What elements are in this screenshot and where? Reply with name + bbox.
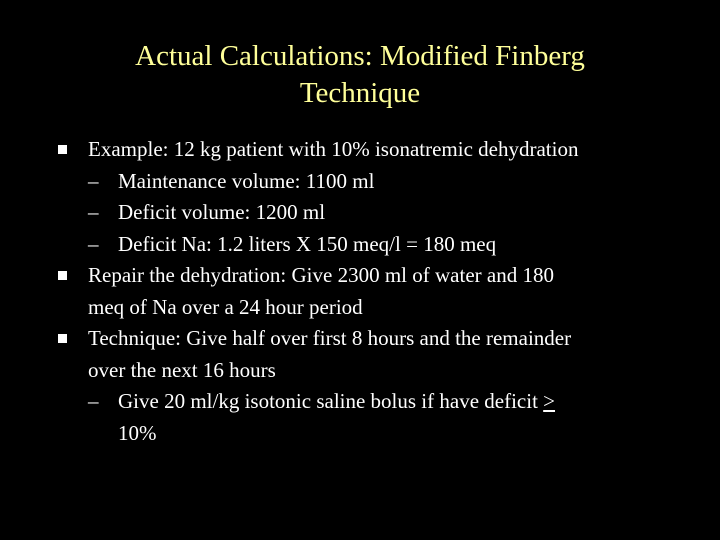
bullet-item-technique: [58, 323, 678, 386]
dash-icon: –: [88, 231, 99, 256]
square-bullet-icon: [58, 334, 67, 343]
bullet-item-example: [58, 134, 678, 166]
slide-title: [60, 38, 660, 112]
dash-icon: –: [88, 168, 99, 193]
square-bullet-icon: [58, 145, 67, 154]
dash-icon: –: [88, 200, 99, 224]
bullet-text-line-2: over the next 16 hours: [88, 357, 276, 382]
sub-bullet-text: Deficit Na: 1.2 liters X 150 meq/l = 180 meq: [118, 231, 497, 256]
sub-bullet-text: Deficit volume: 1200 ml: [118, 200, 326, 224]
bullet-item-repair: [58, 260, 678, 323]
slide-body: [58, 134, 678, 449]
greater-equal-symbol: >: [543, 389, 556, 413]
title-line-2: Technique: [299, 77, 421, 109]
sub-bullet-text: Maintenance volume: 1100 ml: [118, 168, 375, 193]
title-line-1: Actual Calculations: Modified Finberg: [135, 40, 585, 72]
bullet-text-line-1: Technique: Give half over first 8 hours and the remainder: [88, 326, 572, 350]
square-bullet-icon: [58, 271, 67, 280]
sub-bullet-text-line-1: [118, 386, 678, 418]
bullet-text-line-1: Repair the dehydration: Give 2300 ml of water and 180: [88, 263, 554, 287]
sub-bullet-deficit-volume: [58, 197, 678, 229]
sub-bullet-bolus: [58, 386, 678, 449]
sub-bullet-deficit-na: [58, 229, 678, 261]
dash-icon: –: [88, 389, 99, 413]
sub-bullet-text-line-2: 10%: [118, 420, 157, 445]
bullet-text-line-2: meq of Na over a 24 hour period: [88, 294, 363, 319]
sub-bullet-prefix: Give 20 ml/kg isotonic saline bolus if have deficit: [118, 389, 544, 413]
sub-bullet-maintenance: [58, 166, 678, 198]
bullet-text: Example: 12 kg patient with 10% isonatremic dehydration: [88, 137, 579, 161]
